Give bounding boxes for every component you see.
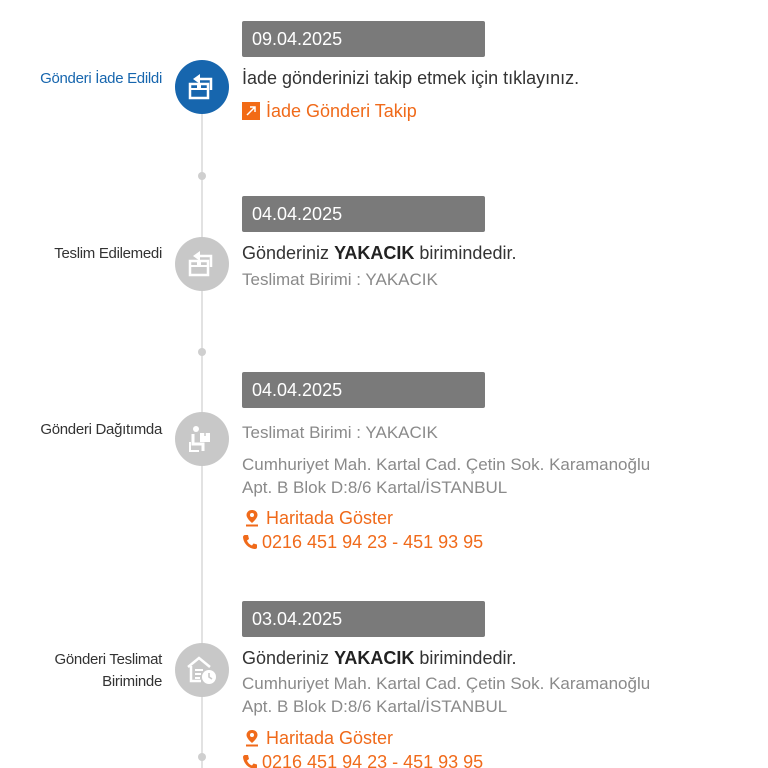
- event-date: 04.04.2025: [242, 196, 485, 232]
- return-tracking-link-label: İade Gönderi Takip: [266, 101, 417, 121]
- message-text: Gönderiniz: [242, 243, 335, 263]
- event-status: Teslim Edilemedi: [54, 245, 162, 262]
- external-link-icon: [242, 102, 260, 120]
- phone-icon: [242, 752, 258, 768]
- return-tracking-link[interactable]: [242, 99, 762, 123]
- delivery-unit: Teslimat Birimi : YAKACIK: [242, 270, 438, 289]
- courier-delivery-icon: [175, 412, 229, 466]
- timeline-dot: [198, 753, 206, 761]
- message-text: Gönderiniz: [242, 648, 335, 668]
- message-text: birimindedir.: [414, 648, 517, 668]
- event-status: [55, 649, 162, 693]
- event-date: 03.04.2025: [242, 601, 485, 637]
- timeline-dot: [198, 172, 206, 180]
- address-line-2: Apt. B Blok D:8/6 Kartal/İSTANBUL: [242, 478, 508, 497]
- map-pin-icon: [242, 728, 262, 748]
- show-on-map-link[interactable]: [242, 506, 762, 530]
- map-pin-icon: [242, 508, 262, 528]
- show-on-map-label: Haritada Göster: [266, 508, 394, 528]
- phone-number: 0216 451 94 23 - 451 93 95: [262, 532, 484, 552]
- show-on-map-label: Haritada Göster: [266, 728, 394, 748]
- unit-name: YAKACIK: [334, 648, 415, 668]
- return-package-icon: [175, 237, 229, 291]
- event-status-line: Biriminde: [102, 673, 162, 690]
- event-status-line: Gönderi Teslimat: [54, 651, 162, 668]
- event-date: 04.04.2025: [242, 372, 485, 408]
- event-status: Gönderi Dağıtımda: [40, 421, 162, 438]
- unit-name: YAKACIK: [334, 243, 415, 263]
- event-message: [242, 241, 762, 265]
- event-status: Gönderi İade Edildi: [40, 70, 162, 87]
- phone-link[interactable]: [242, 750, 762, 768]
- message-text: birimindedir.: [414, 243, 517, 263]
- delivery-unit: Teslimat Birimi : YAKACIK: [242, 423, 438, 442]
- address-line-1: Cumhuriyet Mah. Kartal Cad. Çetin Sok. Karamanoğlu: [242, 455, 651, 474]
- address-line-2: Apt. B Blok D:8/6 Kartal/İSTANBUL: [242, 697, 508, 716]
- timeline-dot: [198, 348, 206, 356]
- show-on-map-link[interactable]: [242, 726, 762, 750]
- phone-number: 0216 451 94 23 - 451 93 95: [262, 752, 484, 768]
- branch-clock-icon: [175, 643, 229, 697]
- phone-icon: [242, 532, 258, 552]
- event-message: [242, 646, 762, 670]
- phone-link[interactable]: [242, 530, 762, 554]
- event-message: İade gönderinizi takip etmek için tıklayınız.: [242, 68, 580, 88]
- event-date: 09.04.2025: [242, 21, 485, 57]
- return-package-icon: [175, 60, 229, 114]
- address-line-1: Cumhuriyet Mah. Kartal Cad. Çetin Sok. Karamanoğlu: [242, 674, 651, 693]
